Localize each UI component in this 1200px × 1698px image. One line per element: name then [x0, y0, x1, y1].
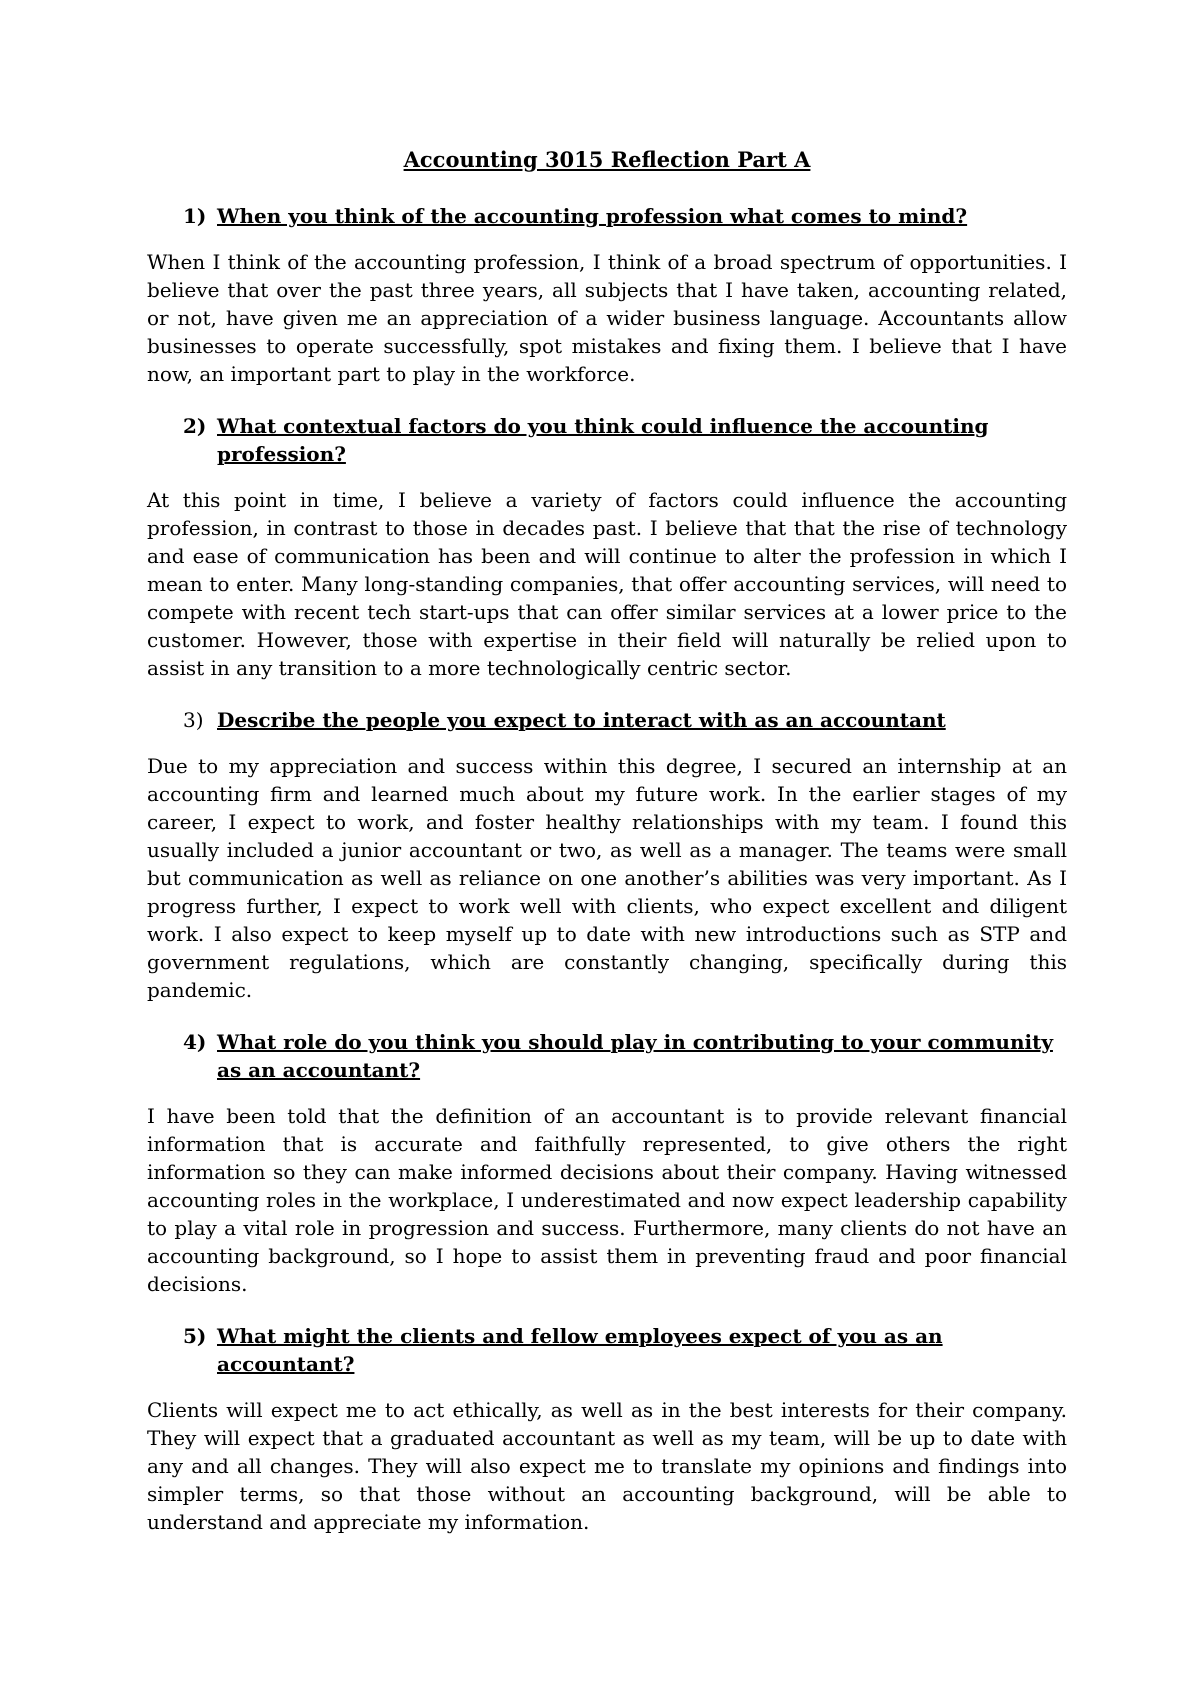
- question-heading-1: [147, 202, 1067, 230]
- question-heading-2: [147, 412, 1067, 468]
- question-number: 4): [183, 1030, 207, 1054]
- answer-paragraph-5: Clients will expect me to act ethically, as well as in the best interests for their company. They will expect that a graduated accountant as well as my team, will be up to date with any and all changes. They will also expect me to translate my opinions and findings into simpler terms, so that those without an accounting background, will be able to understand and appreciate my information.: [147, 1398, 1067, 1534]
- question-heading-4: [147, 1028, 1067, 1084]
- question-number: 3): [183, 708, 204, 732]
- answer-paragraph-4: I have been told that the definition of an accountant is to provide relevant financial information that is accurate and faithfully represented, to give others the right information so they can make informed decisions about their company. Having witnessed accounting roles in the workplace, I underestimated and now expect leadership capability to play a vital role in progression and success. Furthermore, many clients do not have an accounting background, so I hope to assist them in preventing fraud and poor financial decisions.: [147, 1104, 1067, 1296]
- answer-paragraph-3: Due to my appreciation and success within this degree, I secured an internship at an accounting firm and learned much about my future work. In the earlier stages of my career, I expect to work, and foster healthy relationships with my team. I found this usually included a junior accountant or two, as well as a manager. The teams were small but communication as well as reliance on one another’s abilities was very important. As I progress further, I expect to work well with clients, who expect excellent and diligent work. I also expect to keep myself up to date with new introductions such as STP and government regulations, which are constantly changing, specifically during this pandemic.: [147, 754, 1067, 1002]
- question-number: 5): [183, 1324, 207, 1348]
- question-number: 1): [183, 204, 207, 228]
- answer-paragraph-1: When I think of the accounting profession, I think of a broad spectrum of opportunities. I believe that over the past three years, all subjects that I have taken, accounting related, or not, have given me an appreciation of a wider business language. Accountants allow businesses to operate successfully, spot mistakes and fixing them. I believe that I have now, an important part to play in the workforce.: [147, 250, 1067, 386]
- question-text: When you think of the accounting profession what comes to mind?: [217, 204, 968, 228]
- document-title: Accounting 3015 Reflection Part A: [403, 147, 811, 172]
- answer-paragraph-2: At this point in time, I believe a variety of factors could influence the accounting profession, in contrast to those in decades past. I believe that that the rise of technology and ease of communication has been and will continue to alter the profession in which I mean to enter. Many long-standing companies, that offer accounting services, will need to compete with recent tech start-ups that can offer similar services at a lower price to the customer. However, those with expertise in their field will naturally be relied upon to assist in any transition to a more technologically centric sector.: [147, 488, 1067, 680]
- question-heading-3: [147, 706, 1067, 734]
- question-text: What role do you think you should play in contributing to your community as an accountant?: [217, 1030, 1053, 1082]
- question-text: What might the clients and fellow employees expect of you as an accountant?: [217, 1324, 943, 1376]
- question-text: What contextual factors do you think could influence the accounting profession?: [217, 414, 989, 466]
- question-heading-5: [147, 1322, 1067, 1378]
- question-number: 2): [183, 414, 207, 438]
- question-text: Describe the people you expect to interact with as an accountant: [217, 708, 946, 732]
- document-body: [147, 146, 1067, 1560]
